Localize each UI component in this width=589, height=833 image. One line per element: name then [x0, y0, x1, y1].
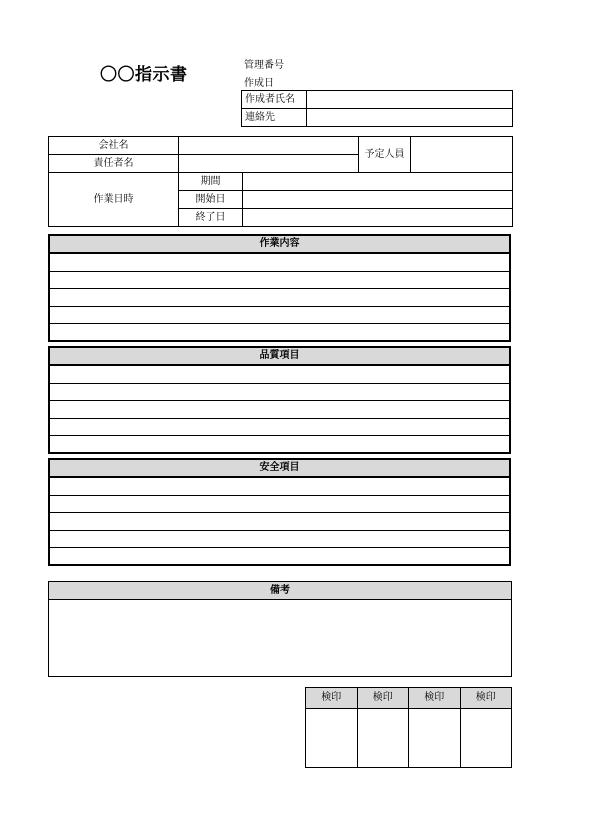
quality-items-heading: 品質項目: [50, 348, 509, 366]
inspection-stamp: [461, 688, 512, 767]
planned-people-field[interactable]: [411, 137, 513, 173]
work-content-row[interactable]: [50, 324, 509, 341]
inspection-stamp-box[interactable]: [358, 709, 409, 767]
inspection-stamp-box[interactable]: [409, 709, 460, 767]
quality-items-row[interactable]: [50, 366, 509, 384]
created-date-label: 作成日: [244, 78, 274, 89]
start-date-label: 開始日: [179, 191, 243, 209]
end-date-label: 終了日: [179, 209, 243, 227]
inspection-stamp-label: 検印: [461, 688, 512, 709]
remarks-section: [48, 581, 512, 677]
safety-items-row[interactable]: [50, 496, 509, 514]
inspection-stamp-box[interactable]: [461, 709, 512, 767]
inspection-stamp-label: 検印: [306, 688, 357, 709]
safety-items-row[interactable]: [50, 531, 509, 549]
remarks-heading: 備考: [49, 582, 511, 600]
period-label: 期間: [179, 173, 243, 191]
info-table: [48, 136, 513, 227]
work-content-row[interactable]: [50, 307, 509, 325]
safety-items-row[interactable]: [50, 478, 509, 496]
company-field[interactable]: [179, 137, 359, 155]
safety-items-heading: 安全項目: [50, 460, 509, 478]
inspection-stamp-label: 検印: [409, 688, 460, 709]
document-title: 〇〇指示書: [100, 65, 188, 85]
inspection-stamp: [409, 688, 461, 767]
inspection-stamp-box[interactable]: [306, 709, 357, 767]
work-content-section: [48, 234, 511, 342]
work-content-row[interactable]: [50, 272, 509, 290]
safety-items-row[interactable]: [50, 513, 509, 531]
inspection-stamp: [358, 688, 410, 767]
end-date-field[interactable]: [243, 209, 513, 227]
period-field[interactable]: [243, 173, 513, 191]
remarks-field[interactable]: [49, 600, 511, 676]
inspection-stamp-label: 検印: [358, 688, 409, 709]
planned-people-label: 予定人員: [359, 137, 411, 173]
work-content-heading: 作業内容: [50, 236, 509, 254]
quality-items-row[interactable]: [50, 401, 509, 419]
start-date-field[interactable]: [243, 191, 513, 209]
mgmt-no-label: 管理番号: [244, 60, 284, 71]
creator-name-field[interactable]: [307, 91, 513, 109]
quality-items-row[interactable]: [50, 384, 509, 402]
quality-items-row[interactable]: [50, 419, 509, 437]
contact-label: 連絡先: [242, 109, 307, 127]
contact-field[interactable]: [307, 109, 513, 127]
company-label: 会社名: [49, 137, 179, 155]
work-content-row[interactable]: [50, 289, 509, 307]
creator-name-label: 作成者氏名: [242, 91, 307, 109]
manager-field[interactable]: [179, 155, 359, 173]
inspection-stamp: [306, 688, 358, 767]
manager-label: 責任者名: [49, 155, 179, 173]
quality-items-row[interactable]: [50, 436, 509, 453]
inspection-stamps: [305, 687, 512, 768]
creator-table: [241, 90, 513, 127]
safety-items-row[interactable]: [50, 548, 509, 565]
safety-items-section: [48, 458, 511, 566]
work-content-row[interactable]: [50, 254, 509, 272]
work-datetime-label: 作業日時: [49, 173, 179, 227]
quality-items-section: [48, 346, 511, 454]
